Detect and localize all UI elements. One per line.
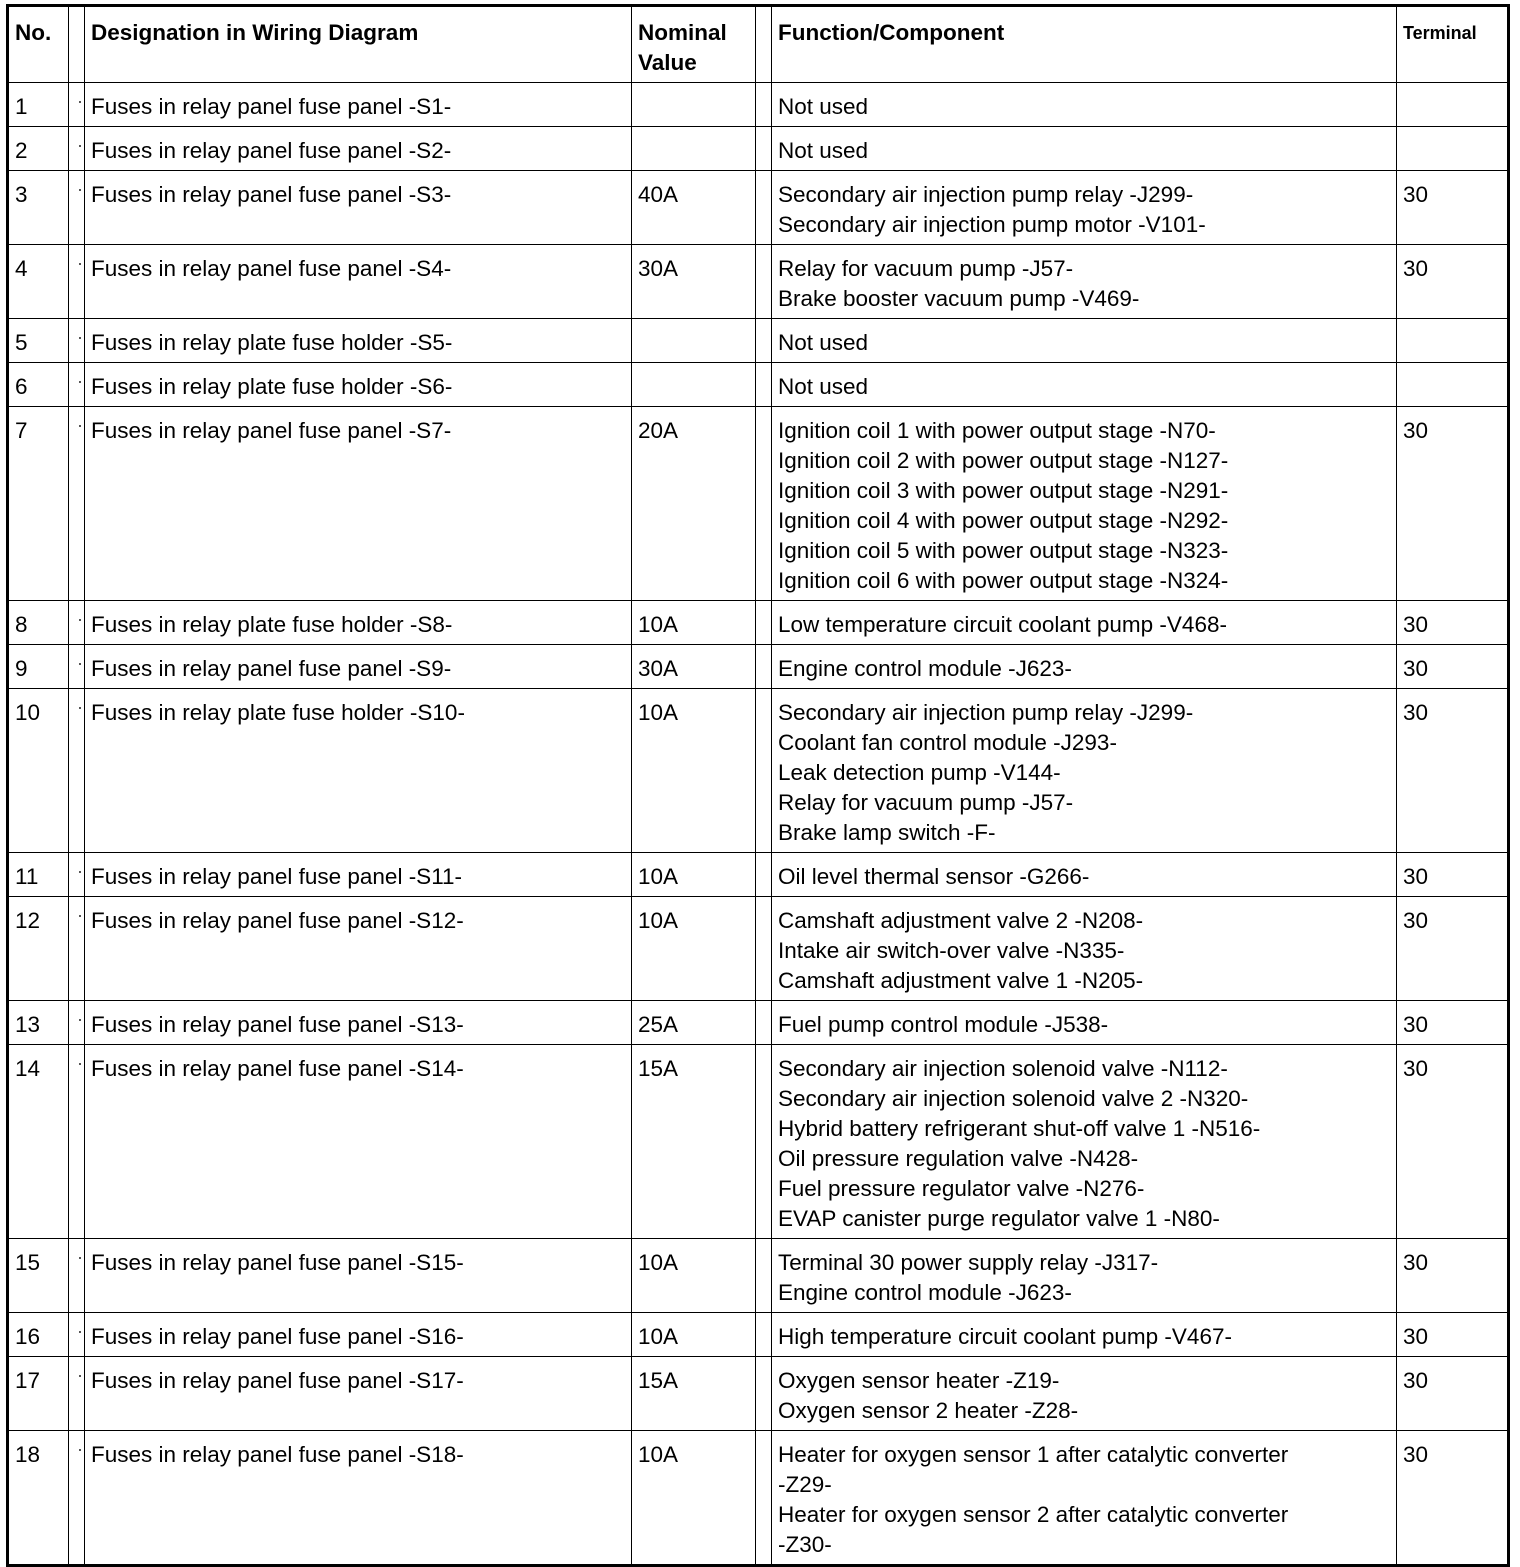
cell-no: 1 [8, 83, 69, 127]
table-row [8, 319, 1509, 363]
cell-function [772, 1045, 1397, 1239]
cell-designation: Fuses in relay panel fuse panel -S14- [85, 1045, 632, 1239]
cell-terminal: 30 [1397, 1001, 1509, 1045]
function-line: Camshaft adjustment valve 2 -N208- [778, 908, 1144, 933]
cell-spacer [69, 407, 85, 601]
cell-spacer [69, 689, 85, 853]
function-line: High temperature circuit coolant pump -V467- [778, 1324, 1232, 1349]
cell-no: 7 [8, 407, 69, 601]
cell-nominal-value [632, 83, 756, 127]
cell-terminal: 30 [1397, 601, 1509, 645]
cell-function [772, 319, 1397, 363]
cell-spacer [69, 1313, 85, 1357]
cell-marker [79, 1063, 81, 1065]
function-line: Brake lamp switch -F- [778, 820, 996, 845]
function-line: Heater for oxygen sensor 1 after catalytic converter [778, 1442, 1289, 1467]
function-line: Fuel pump control module -J538- [778, 1012, 1109, 1037]
cell-spacer [756, 407, 772, 601]
cell-spacer [756, 897, 772, 1001]
cell-function [772, 689, 1397, 853]
table-row [8, 407, 1509, 601]
cell-function [772, 245, 1397, 319]
cell-designation: Fuses in relay plate fuse holder -S8- [85, 601, 632, 645]
cell-designation: Fuses in relay panel fuse panel -S17- [85, 1357, 632, 1431]
cell-nominal-value [632, 363, 756, 407]
cell-function [772, 1431, 1397, 1566]
cell-marker [79, 1375, 81, 1377]
cell-marker [79, 101, 81, 103]
function-line: Secondary air injection solenoid valve -N112- [778, 1056, 1228, 1081]
cell-designation: Fuses in relay plate fuse holder -S6- [85, 363, 632, 407]
cell-function [772, 853, 1397, 897]
table-row [8, 689, 1509, 853]
cell-no: 14 [8, 1045, 69, 1239]
function-line: Not used [778, 138, 869, 163]
table-row [8, 127, 1509, 171]
cell-marker [79, 707, 81, 709]
cell-function [772, 897, 1397, 1001]
table-row [8, 1045, 1509, 1239]
cell-no: 10 [8, 689, 69, 853]
cell-marker [79, 425, 81, 427]
function-line: Not used [778, 374, 869, 399]
cell-nominal-value: 10A [632, 689, 756, 853]
cell-nominal-value: 20A [632, 407, 756, 601]
cell-designation: Fuses in relay plate fuse holder -S10- [85, 689, 632, 853]
function-line: Oxygen sensor heater -Z19- [778, 1368, 1060, 1393]
cell-terminal: 30 [1397, 245, 1509, 319]
cell-spacer [756, 1045, 772, 1239]
table-row [8, 363, 1509, 407]
cell-marker [79, 189, 81, 191]
function-line: Relay for vacuum pump -J57- [778, 256, 1074, 281]
cell-function [772, 1239, 1397, 1313]
cell-designation: Fuses in relay panel fuse panel -S1- [85, 83, 632, 127]
function-line: Not used [778, 330, 869, 355]
header-designation: Designation in Wiring Diagram [85, 6, 632, 83]
function-line: Heater for oxygen sensor 2 after catalytic converter [778, 1502, 1289, 1527]
header-no: No. [8, 6, 69, 83]
cell-spacer [756, 1239, 772, 1313]
cell-nominal-value: 15A [632, 1357, 756, 1431]
cell-marker [79, 1449, 81, 1451]
cell-function [772, 83, 1397, 127]
function-line: Secondary air injection solenoid valve 2 -N320- [778, 1086, 1249, 1111]
cell-spacer [756, 245, 772, 319]
cell-spacer [756, 689, 772, 853]
cell-nominal-value: 10A [632, 1313, 756, 1357]
cell-no: 6 [8, 363, 69, 407]
cell-marker [79, 381, 81, 383]
cell-spacer [756, 1357, 772, 1431]
cell-marker [79, 915, 81, 917]
fuse-table [6, 4, 1510, 1567]
table-row [8, 645, 1509, 689]
cell-nominal-value: 30A [632, 245, 756, 319]
cell-terminal [1397, 319, 1509, 363]
function-line: Engine control module -J623- [778, 1280, 1072, 1305]
cell-function [772, 601, 1397, 645]
table-row [8, 897, 1509, 1001]
cell-no: 2 [8, 127, 69, 171]
cell-marker [79, 619, 81, 621]
function-line: Brake booster vacuum pump -V469- [778, 286, 1140, 311]
cell-designation: Fuses in relay panel fuse panel -S15- [85, 1239, 632, 1313]
cell-terminal: 30 [1397, 645, 1509, 689]
function-line: Engine control module -J623- [778, 656, 1072, 681]
cell-designation: Fuses in relay panel fuse panel -S7- [85, 407, 632, 601]
cell-terminal: 30 [1397, 853, 1509, 897]
cell-spacer [756, 853, 772, 897]
table-row [8, 83, 1509, 127]
cell-nominal-value: 10A [632, 897, 756, 1001]
cell-spacer [69, 319, 85, 363]
function-line: Ignition coil 1 with power output stage -N70- [778, 418, 1216, 443]
cell-marker [79, 263, 81, 265]
cell-designation: Fuses in relay panel fuse panel -S11- [85, 853, 632, 897]
cell-spacer [69, 1001, 85, 1045]
cell-spacer [756, 127, 772, 171]
cell-terminal: 30 [1397, 171, 1509, 245]
table-row [8, 245, 1509, 319]
cell-spacer [756, 1313, 772, 1357]
cell-designation: Fuses in relay panel fuse panel -S2- [85, 127, 632, 171]
header-spacer [69, 6, 85, 83]
page [6, 4, 1510, 1567]
cell-function [772, 127, 1397, 171]
cell-no: 17 [8, 1357, 69, 1431]
cell-terminal: 30 [1397, 1239, 1509, 1313]
cell-nominal-value: 10A [632, 601, 756, 645]
function-line: EVAP canister purge regulator valve 1 -N80- [778, 1206, 1220, 1231]
cell-designation: Fuses in relay panel fuse panel -S18- [85, 1431, 632, 1566]
cell-spacer [756, 645, 772, 689]
cell-spacer [69, 245, 85, 319]
cell-nominal-value [632, 319, 756, 363]
cell-terminal [1397, 127, 1509, 171]
function-line: Ignition coil 3 with power output stage -N291- [778, 478, 1229, 503]
cell-designation: Fuses in relay panel fuse panel -S16- [85, 1313, 632, 1357]
function-line: Fuel pressure regulator valve -N276- [778, 1176, 1145, 1201]
cell-marker [79, 337, 81, 339]
cell-no: 13 [8, 1001, 69, 1045]
cell-terminal: 30 [1397, 897, 1509, 1001]
cell-function [772, 1357, 1397, 1431]
function-line: Coolant fan control module -J293- [778, 730, 1117, 755]
header-terminal: Terminal [1397, 6, 1509, 83]
function-line: -Z30- [778, 1532, 832, 1557]
cell-spacer [756, 171, 772, 245]
function-line: Secondary air injection pump motor -V101- [778, 212, 1206, 237]
cell-nominal-value: 40A [632, 171, 756, 245]
cell-terminal: 30 [1397, 1313, 1509, 1357]
cell-spacer [69, 601, 85, 645]
table-row [8, 1357, 1509, 1431]
table-row [8, 1001, 1509, 1045]
table-row [8, 601, 1509, 645]
function-line: Intake air switch-over valve -N335- [778, 938, 1125, 963]
cell-terminal: 30 [1397, 1045, 1509, 1239]
function-line: Camshaft adjustment valve 1 -N205- [778, 968, 1144, 993]
cell-function [772, 363, 1397, 407]
cell-spacer [69, 853, 85, 897]
function-line: Relay for vacuum pump -J57- [778, 790, 1074, 815]
function-line: Ignition coil 5 with power output stage -N323- [778, 538, 1229, 563]
cell-nominal-value: 30A [632, 645, 756, 689]
table-row [8, 1431, 1509, 1566]
cell-terminal: 30 [1397, 1357, 1509, 1431]
cell-terminal: 30 [1397, 1431, 1509, 1566]
cell-marker [79, 871, 81, 873]
cell-designation: Fuses in relay panel fuse panel -S9- [85, 645, 632, 689]
function-line: Secondary air injection pump relay -J299- [778, 700, 1194, 725]
cell-terminal: 30 [1397, 689, 1509, 853]
cell-no: 9 [8, 645, 69, 689]
cell-spacer [69, 171, 85, 245]
cell-nominal-value: 15A [632, 1045, 756, 1239]
cell-spacer [756, 83, 772, 127]
function-line: Low temperature circuit coolant pump -V468- [778, 612, 1227, 637]
cell-spacer [756, 1431, 772, 1566]
cell-spacer [69, 1357, 85, 1431]
cell-nominal-value: 10A [632, 853, 756, 897]
cell-marker [79, 1019, 81, 1021]
cell-no: 16 [8, 1313, 69, 1357]
cell-nominal-value: 25A [632, 1001, 756, 1045]
cell-spacer [69, 1045, 85, 1239]
cell-no: 4 [8, 245, 69, 319]
header-function: Function/Component [772, 6, 1397, 83]
cell-designation: Fuses in relay panel fuse panel -S4- [85, 245, 632, 319]
table-body [8, 83, 1509, 1566]
cell-function [772, 645, 1397, 689]
cell-no: 3 [8, 171, 69, 245]
function-line: Not used [778, 94, 869, 119]
cell-spacer [69, 83, 85, 127]
cell-function [772, 1001, 1397, 1045]
function-line: Hybrid battery refrigerant shut-off valve 1 -N516- [778, 1116, 1261, 1141]
table-row [8, 1239, 1509, 1313]
cell-designation: Fuses in relay panel fuse panel -S3- [85, 171, 632, 245]
cell-designation: Fuses in relay plate fuse holder -S5- [85, 319, 632, 363]
cell-spacer [69, 1239, 85, 1313]
cell-terminal: 30 [1397, 407, 1509, 601]
cell-spacer [756, 319, 772, 363]
cell-spacer [69, 363, 85, 407]
cell-no: 12 [8, 897, 69, 1001]
cell-function [772, 1313, 1397, 1357]
function-line: Oil pressure regulation valve -N428- [778, 1146, 1139, 1171]
cell-marker [79, 1257, 81, 1259]
table-header-row [8, 6, 1509, 83]
function-line: -Z29- [778, 1472, 832, 1497]
cell-no: 8 [8, 601, 69, 645]
function-line: Ignition coil 4 with power output stage -N292- [778, 508, 1229, 533]
cell-no: 18 [8, 1431, 69, 1566]
cell-nominal-value: 10A [632, 1239, 756, 1313]
header-nominal-line2: Value [638, 50, 697, 75]
cell-spacer [69, 897, 85, 1001]
cell-no: 11 [8, 853, 69, 897]
cell-marker [79, 1331, 81, 1333]
cell-marker [79, 145, 81, 147]
cell-no: 15 [8, 1239, 69, 1313]
cell-spacer [69, 1431, 85, 1566]
header-spacer [756, 6, 772, 83]
cell-spacer [756, 1001, 772, 1045]
cell-terminal [1397, 83, 1509, 127]
cell-spacer [69, 127, 85, 171]
cell-designation: Fuses in relay panel fuse panel -S12- [85, 897, 632, 1001]
cell-no: 5 [8, 319, 69, 363]
cell-nominal-value [632, 127, 756, 171]
cell-marker [79, 663, 81, 665]
function-line: Leak detection pump -V144- [778, 760, 1061, 785]
function-line: Ignition coil 2 with power output stage -N127- [778, 448, 1229, 473]
cell-designation: Fuses in relay panel fuse panel -S13- [85, 1001, 632, 1045]
table-row [8, 171, 1509, 245]
function-line: Ignition coil 6 with power output stage -N324- [778, 568, 1229, 593]
table-row [8, 1313, 1509, 1357]
function-line: Terminal 30 power supply relay -J317- [778, 1250, 1159, 1275]
function-line: Secondary air injection pump relay -J299- [778, 182, 1194, 207]
header-nominal-value [632, 6, 756, 83]
table-row [8, 853, 1509, 897]
cell-function [772, 171, 1397, 245]
cell-spacer [756, 601, 772, 645]
cell-spacer [756, 363, 772, 407]
cell-nominal-value: 10A [632, 1431, 756, 1566]
header-nominal-line1: Nominal [638, 20, 727, 45]
function-line: Oil level thermal sensor -G266- [778, 864, 1090, 889]
cell-terminal [1397, 363, 1509, 407]
function-line: Oxygen sensor 2 heater -Z28- [778, 1398, 1079, 1423]
cell-function [772, 407, 1397, 601]
cell-spacer [69, 645, 85, 689]
